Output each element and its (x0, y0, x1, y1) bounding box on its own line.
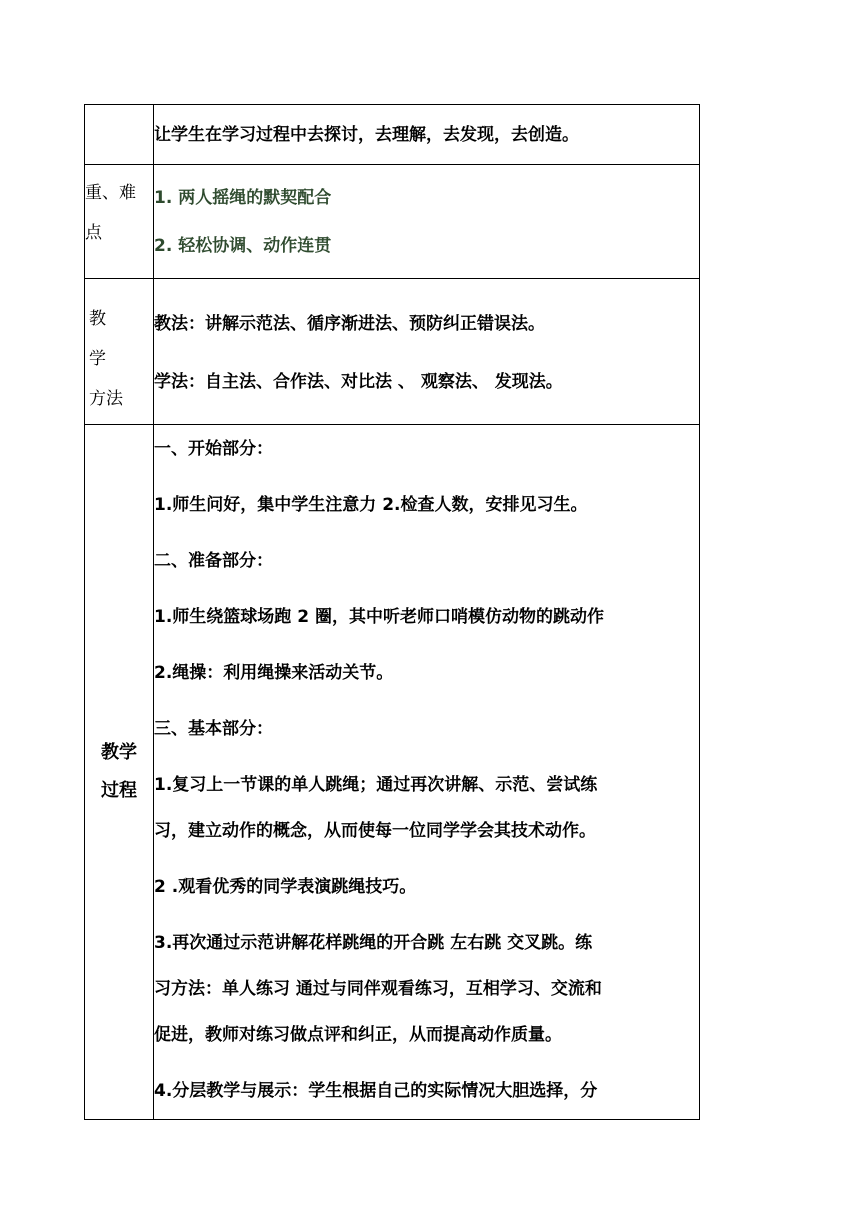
process-text-line: 习方法：单人练习 通过与同伴观看练习，互相学习、交流和 (154, 979, 602, 999)
methods-label (85, 279, 154, 425)
process-cell (154, 425, 700, 1120)
methods-label-line2: 方法 (89, 389, 123, 409)
section-heading: 三、基本部分： (154, 719, 273, 739)
process-text-line: 4.分层教学与展示：学生根据自己的实际情况大胆选择，分 (154, 1081, 598, 1101)
table-row-process (85, 425, 700, 1120)
process-text-line: 3.再次通过示范讲解花样跳绳的开合跳 左右跳 交叉跳。练 (154, 933, 593, 953)
objective-cell (154, 105, 700, 165)
key-points-label-line1: 重、难 (85, 183, 136, 203)
process-text-line: 1.复习上一节课的单人跳绳；通过再次讲解、示范、尝试练 (154, 775, 598, 795)
process-text-line: 1.师生绕篮球场跑 2 圈，其中听老师口哨模仿动物的跳动作 (154, 607, 604, 627)
process-text-line: 2 .观看优秀的同学表演跳绳技巧。 (154, 877, 417, 897)
methods-cell (154, 279, 700, 425)
learning-method-text: 学法：自主法、合作法、对比法 、 观察法、 发现法。 (154, 372, 563, 392)
key-point-item: 1. 两人摇绳的默契配合 (154, 188, 332, 208)
process-text-line: 1.师生问好，集中学生注意力 2.检查人数，安排见习生。 (154, 495, 588, 515)
process-label (85, 425, 154, 1120)
teaching-method-text: 教法：讲解示范法、循序渐进法、预防纠正错误法。 (154, 314, 545, 334)
table-row-key-points (85, 165, 700, 279)
section-heading: 二、准备部分： (154, 551, 273, 571)
row-label-cell (85, 105, 154, 165)
key-point-item: 2. 轻松协调、动作连贯 (154, 236, 332, 256)
process-label-line2: 过程 (101, 780, 137, 801)
objective-text: 让学生在学习过程中去探讨，去理解，去发现，去创造。 (154, 125, 579, 145)
process-lines (154, 425, 699, 1119)
process-text-line: 2.绳操：利用绳操来活动关节。 (154, 663, 394, 683)
table-row-methods (85, 279, 700, 425)
process-text-line: 促进，教师对练习做点评和纠正，从而提高动作质量。 (154, 1025, 562, 1045)
section-heading: 一、开始部分： (154, 439, 273, 459)
methods-label-line1: 教 学 (89, 309, 115, 369)
key-points-cell (154, 165, 700, 279)
table-row-objective (85, 105, 700, 165)
process-label-line1: 教学 (101, 742, 137, 763)
lesson-plan-table (84, 104, 700, 1120)
process-text-line: 习，建立动作的概念，从而使每一位同学学会其技术动作。 (154, 821, 596, 841)
key-points-label-line2: 点 (85, 223, 102, 243)
key-points-label (85, 165, 154, 279)
